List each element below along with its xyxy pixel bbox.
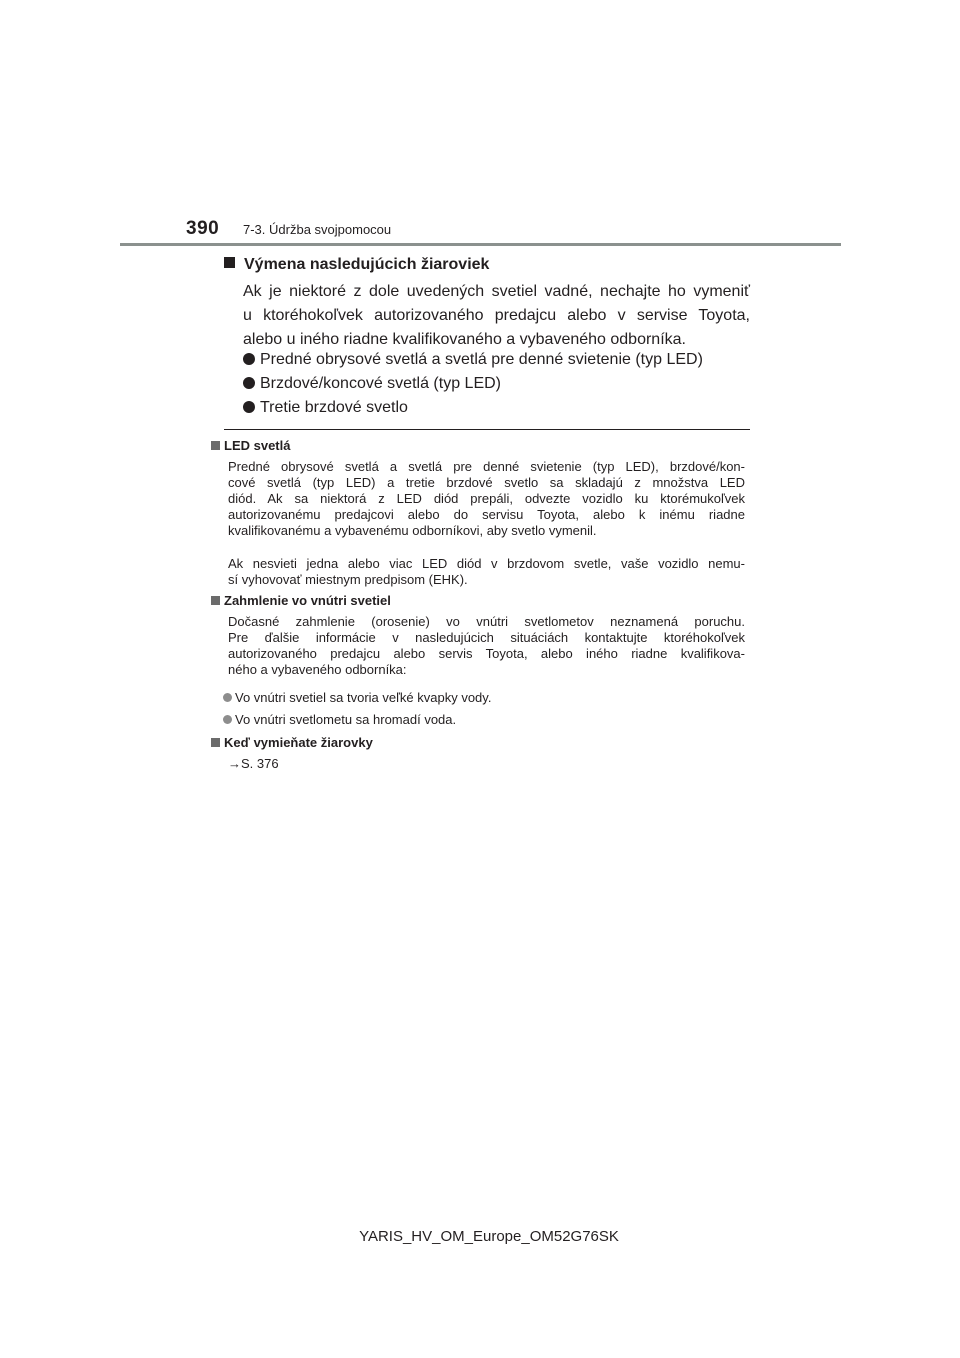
note-paragraph [228, 459, 745, 539]
note-line: Dočasné zahmlenie (orosenie) vo vnútri svetlometov neznamená poruchu. [228, 614, 745, 629]
main-paragraph-line: alebo u iného riadne kvalifikovaného a vybaveného odborníka. [243, 331, 686, 348]
main-paragraph-line: u ktoréhokoľvek autorizovaného predajcu alebo v servise Toyota, [243, 307, 750, 324]
note-line: sí vyhovovať miestnym predpisom (EHK). [228, 572, 468, 587]
list-item-text: Predné obrysové svetlá a svetlá pre denné svietenie (typ LED) [260, 351, 703, 368]
square-bullet-icon [211, 441, 220, 450]
main-bullet-list [243, 348, 750, 420]
note-title-text: LED svetlá [224, 438, 291, 453]
circle-bullet-icon [243, 353, 255, 365]
main-paragraph [243, 280, 750, 352]
note-line: ného a vybaveného odborníka: [228, 662, 407, 677]
note-title-led [211, 438, 290, 453]
list-item [223, 690, 491, 706]
note-line: Predné obrysové svetlá a svetlá pre denné svietenie (typ LED), brzdové/kon- [228, 459, 745, 474]
circle-bullet-icon [243, 377, 255, 389]
main-heading-text: Výmena nasledujúcich žiaroviek [244, 256, 490, 273]
note-paragraph [228, 556, 745, 588]
page-number: 390 [186, 218, 220, 239]
note-title-fog [211, 593, 391, 608]
list-item-text: Vo vnútri svetiel sa tvoria veľké kvapky vody. [235, 690, 492, 705]
main-paragraph-line: Ak je niektoré z dole uvedených svetiel vadné, nechajte ho vymeniť [243, 283, 750, 300]
circle-bullet-icon [243, 401, 255, 413]
circle-bullet-icon [223, 693, 232, 702]
note-line: Pre ďalšie informácie v nasledujúcich situáciách kontaktujte ktoréhokoľvek [228, 630, 745, 645]
note-paragraph [228, 614, 745, 678]
list-item [223, 712, 456, 728]
square-bullet-icon [211, 596, 220, 605]
note-line: autorizovanému predajcovi alebo do servisu Toyota, alebo k inému riadne [228, 507, 745, 522]
note-line: Ak nesvieti jedna alebo viac LED diód v brzdovom svetle, vaše vozidlo nemu- [228, 556, 745, 571]
note-title-text: Zahmlenie vo vnútri svetiel [224, 593, 391, 608]
square-bullet-icon [211, 738, 220, 747]
list-item-text: Brzdové/koncové svetlá (typ LED) [260, 375, 501, 392]
list-item-text: Tretie brzdové svetlo [260, 399, 408, 416]
list-item-text: Vo vnútri svetlometu sa hromadí voda. [235, 712, 457, 727]
list-item [243, 348, 750, 372]
note-title-text: Keď vymieňate žiarovky [224, 735, 373, 750]
note-line: kvalifikovanému a vybavenému odborníkovi, aby svetlo vymenil. [228, 523, 597, 538]
note-title-replace [211, 735, 373, 750]
square-bullet-icon [224, 257, 235, 268]
list-item [243, 396, 750, 420]
note-line: cové svetlá (typ LED) a tretie brzdové svetlo sa skladajú z množstva LED [228, 475, 745, 490]
footer-doc-id: YARIS_HV_OM_Europe_OM52G76SK [359, 1228, 619, 1245]
main-heading [224, 256, 750, 274]
circle-bullet-icon [223, 715, 232, 724]
section-title: 7-3. Údržba svojpomocou [243, 222, 392, 237]
note-line: diód. Ak sa niektorá z LED diód prepáli, odvezte vozidlo ku ktorémukoľvek [228, 491, 745, 506]
note-line: autorizovaného predajcu alebo servis Toyota, alebo iného riadne kvalifikova- [228, 646, 745, 661]
list-item [243, 372, 750, 396]
page-reference: →S. 376 [228, 756, 279, 771]
section-divider [224, 429, 750, 430]
header-rule [120, 243, 841, 246]
